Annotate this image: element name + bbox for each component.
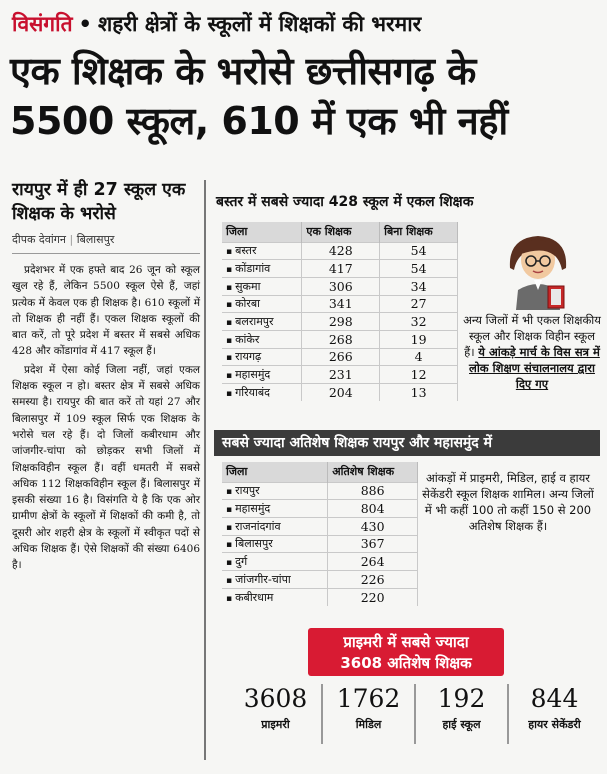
table-row (222, 588, 418, 606)
district-cell: ▪ कांकेर (222, 330, 302, 348)
highlight-line-1: प्राइमरी में सबसे ज्यादा (343, 633, 469, 651)
table1-note (462, 312, 602, 392)
stat-high-school (416, 684, 509, 744)
table-row (222, 313, 458, 331)
side-story (12, 178, 200, 758)
surplus-teacher-table (222, 462, 418, 606)
stat-middle (323, 684, 416, 744)
value-cell: 268 (302, 330, 380, 348)
district-cell: ▪ महासमुंद (222, 500, 328, 518)
district-cell: ▪ गरियाबंद (222, 384, 302, 402)
single-teacher-table (222, 222, 458, 401)
stat-value: 844 (530, 684, 579, 713)
table-row (222, 330, 458, 348)
value-cell: 34 (380, 277, 458, 295)
kicker-separator: • (78, 12, 92, 36)
stat-label: हायर सेकेंडरी (528, 718, 581, 731)
table2-header-surplus: अतिशेष शिक्षक (328, 462, 418, 482)
table1-header-no-teacher: बिना शिक्षक (380, 222, 458, 242)
district-cell: ▪ सुकमा (222, 277, 302, 295)
table1-title: बस्तर में सबसे ज्यादा 428 स्कूल में एकल शिक्षक (216, 194, 474, 210)
headline-line-1: एक शिक्षक के भरोसे छत्तीसगढ़ के (10, 49, 476, 93)
district-cell: ▪ बिलासपुर (222, 535, 328, 553)
district-cell: ▪ राजनांदगांव (222, 517, 328, 535)
district-cell: ▪ दुर्ग (222, 553, 328, 571)
stat-label: मिडिल (355, 718, 382, 731)
table-row (222, 366, 458, 384)
stat-primary (230, 684, 323, 744)
value-cell: 220 (328, 588, 418, 606)
value-cell: 4 (380, 348, 458, 366)
headline (10, 46, 600, 146)
teacher-illustration-icon (488, 210, 588, 310)
article-body (12, 262, 200, 574)
district-cell: ▪ कोंडागांव (222, 260, 302, 278)
table-row (222, 242, 458, 260)
stat-value: 1762 (336, 684, 401, 713)
table-row (222, 500, 418, 518)
stat-value: 3608 (243, 684, 308, 713)
district-cell: ▪ महासमुंद (222, 366, 302, 384)
byline-divider (12, 253, 200, 254)
value-cell: 428 (302, 242, 380, 260)
stat-label: हाई स्कूल (442, 718, 481, 731)
table1-note-text: अन्य जिलों में भी एकल शिक्षकीय स्कूल और शिक्षक विहीन स्कूल हैं। (463, 313, 601, 359)
value-cell: 298 (302, 313, 380, 331)
value-cell: 231 (302, 366, 380, 384)
district-cell: ▪ बस्तर (222, 242, 302, 260)
value-cell: 13 (380, 384, 458, 402)
table2-note: आंकड़ों में प्राइमरी, मिडिल, हाई व हायर सेकेंडरी स्कूल शिक्षक शामिल। अन्य जिलों में भी कहीं 100 तो कहीं 150 से 200 अतिशेष शिक्षक हैं। (422, 471, 594, 533)
side-story-heading: रायपुर में ही 27 स्कूल एक शिक्षक के भरोसे (12, 180, 186, 224)
byline (12, 232, 200, 247)
stats-row (230, 684, 600, 744)
article-paragraph-1: प्रदेशभर में एक हफ्ते बाद 26 जून को स्कूल खुल रहे हैं, लेकिन 5500 स्कूल ऐसे हैं, जहां प्रत्येक में केवल एक ही शिक्षक है। 610 स्कूलों में तो शिक्षक ही नहीं हैं। एकल शिक्षक स्कूलों की बात करें, तो पूरे प्रदेश में बस्तर में सबसे अधिक 428 और कोंडागांव में 417 स्कूल हैं। (12, 264, 200, 358)
table-row (222, 260, 458, 278)
district-cell: ▪ जांजगीर-चांपा (222, 570, 328, 588)
district-cell: ▪ रायपुर (222, 482, 328, 500)
table-row (222, 348, 458, 366)
table1-header-one-teacher: एक शिक्षक (302, 222, 380, 242)
kicker-text: शहरी क्षेत्रों के स्कूलों में शिक्षकों की भरमार (97, 12, 422, 36)
headline-line-2: 5500 स्कूल, 610 में एक भी नहीं (10, 99, 508, 143)
kicker-tag: विसंगति (12, 12, 73, 36)
value-cell: 266 (302, 348, 380, 366)
table-row (222, 384, 458, 402)
value-cell: 341 (302, 295, 380, 313)
value-cell: 306 (302, 277, 380, 295)
value-cell: 12 (380, 366, 458, 384)
table-row (222, 553, 418, 571)
primary-surplus-highlight (308, 628, 504, 676)
stat-higher-secondary (509, 684, 600, 744)
value-cell: 417 (302, 260, 380, 278)
value-cell: 886 (328, 482, 418, 500)
value-cell: 264 (328, 553, 418, 571)
table-row (222, 535, 418, 553)
value-cell: 32 (380, 313, 458, 331)
district-cell: ▪ रायगढ़ (222, 348, 302, 366)
article-paragraph-2: प्रदेश में ऐसा कोई जिला नहीं, जहां एकल शिक्षक स्कूल न हो। बस्तर क्षेत्र में सबसे अधिक समस्या है। रायपुर की बात करें तो यहां 27 और बिलासपुर में 109 स्कूल सिर्फ एक शिक्षक के भरोसे चल रहे हैं। दो जिलों कबीरधाम और जांजगीर-चांपा को छोड़कर सभी जिलों में शिक्षकविहीन स्कूल हैं। वहीं धमतरी में सबसे अधिक 112 शिक्षकविहीन स्कूल हैं। बिलासपुर में इसकी संख्या 16 है। विसंगति ये है कि एक ओर ग्रामीण क्षेत्रों के स्कूलों में शिक्षकों की कमी है, तो दूसरी ओर शहरी क्षेत्र के स्कूलों में स्वीकृत पदों से अधिक शिक्षक हैं। ऐसे शिक्षकों की संख्या 6406 है। (12, 363, 200, 572)
table-row (222, 570, 418, 588)
district-cell: ▪ कबीरधाम (222, 588, 328, 606)
value-cell: 430 (328, 517, 418, 535)
table-row (222, 277, 458, 295)
district-cell: ▪ कोरबा (222, 295, 302, 313)
value-cell: 54 (380, 260, 458, 278)
table-row (222, 517, 418, 535)
value-cell: 367 (328, 535, 418, 553)
table-row (222, 295, 458, 313)
stat-label: प्राइमरी (261, 718, 290, 731)
byline-author: दीपक देवांगन (12, 233, 66, 246)
value-cell: 204 (302, 384, 380, 402)
highlight-line-2: 3608 अतिशेष शिक्षक (340, 654, 472, 672)
column-divider (204, 180, 206, 760)
byline-location: बिलासपुर (76, 233, 115, 246)
value-cell: 226 (328, 570, 418, 588)
table1-note-source: ये आंकड़े मार्च के विस सत्र में लोक शिक्षण संचालनालय द्वारा दिए गए (469, 345, 600, 391)
table2-header-district: जिला (222, 462, 328, 482)
value-cell: 19 (380, 330, 458, 348)
stat-value: 192 (437, 684, 486, 713)
value-cell: 804 (328, 500, 418, 518)
value-cell: 27 (380, 295, 458, 313)
district-cell: ▪ बलरामपुर (222, 313, 302, 331)
table2-title: सबसे ज्यादा अतिशेष शिक्षक रायपुर और महासमुंद में (214, 430, 600, 456)
table1-header-district: जिला (222, 222, 302, 242)
byline-separator: | (69, 233, 74, 246)
table-row (222, 482, 418, 500)
value-cell: 54 (380, 242, 458, 260)
kicker (12, 8, 597, 40)
